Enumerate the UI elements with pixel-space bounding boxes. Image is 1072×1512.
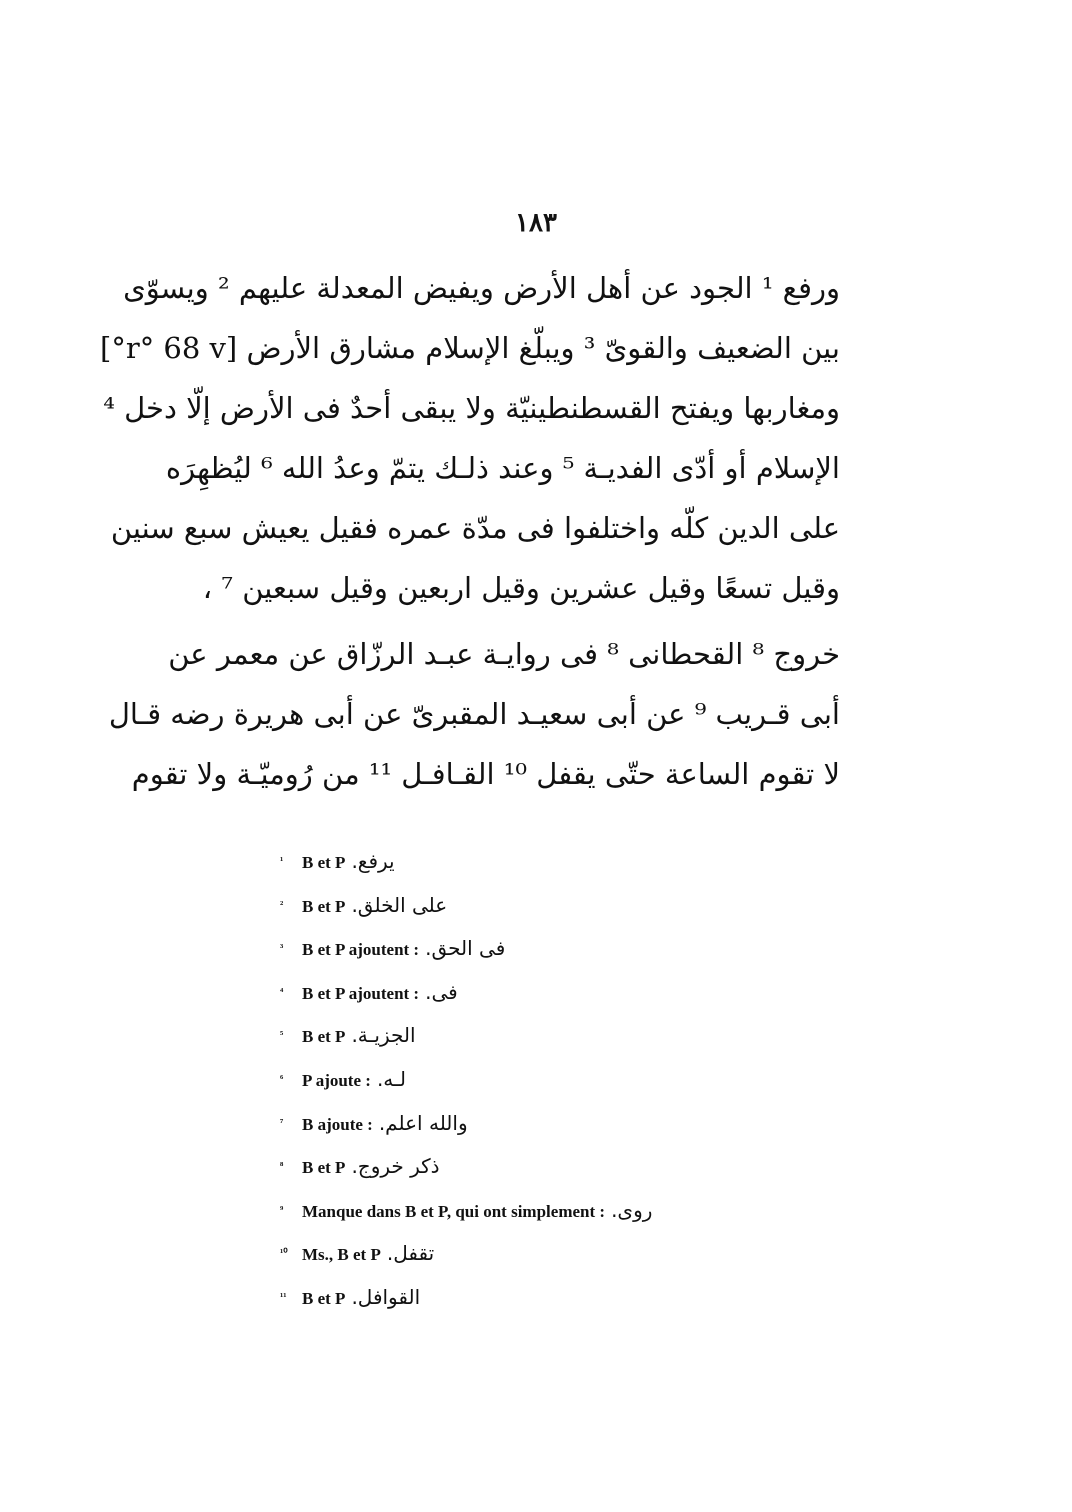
footnote-variant: على الخلق. <box>351 892 448 917</box>
footnote <box>280 1189 820 1233</box>
footnote-source: B ajoute : <box>302 1114 373 1134</box>
footnote-number: ⁶ <box>280 1072 284 1085</box>
text-line: ومغاربها ويفتح القسطنطينيّة ولا يبقى أحدٌ فى الأرض إلّا دخل ⁴ <box>103 391 840 425</box>
footnote-source: B et P <box>302 1158 346 1178</box>
footnote-number: ⁸ <box>280 1160 284 1173</box>
footnote-source: B et P <box>302 1288 346 1308</box>
footnote-variant: والله اعلم. <box>378 1110 468 1135</box>
text-line: بين الضعيف والقوىّ ³ ويبلّغ الإسلام مشارق الأرض [r° 68 v°] <box>100 331 840 365</box>
footnote-source: Ms., B et P <box>302 1245 381 1265</box>
footnote-source: B et P ajoutent : <box>302 983 420 1003</box>
footnote <box>280 1232 820 1276</box>
text-line: الإسلام أو أدّى الفديـة ⁵ وعند ذلـك يتمّ وعدُ الله ⁶ ليُظهِرَه <box>165 451 840 485</box>
footnote-number: ² <box>280 898 284 911</box>
footnote-number: ¹¹ <box>280 1290 287 1303</box>
footnote-number: ⁷ <box>280 1116 284 1129</box>
text-line: على الدين كلّه واختلفوا فى مدّة عمره فقيل يعيش سبع سنين <box>110 511 840 545</box>
footnotes <box>280 840 820 1320</box>
main-text-block <box>100 258 840 804</box>
text-line: ورفع ¹ الجود عن أهل الأرض ويفيض المعدلة عليهم ² ويسوّى <box>123 271 840 305</box>
footnote <box>280 1014 820 1058</box>
text-line: لا تقوم الساعة حتّى يقفل ¹⁰ القـافـل ¹¹ من رُوميّـة ولا تقوم <box>131 757 840 791</box>
footnote-number: ⁴ <box>280 985 284 998</box>
footnote <box>280 1145 820 1189</box>
footnote-variant: فى الحق. <box>425 936 506 961</box>
footnote-variant: تقفل. <box>386 1241 435 1266</box>
footnote <box>280 1102 820 1146</box>
footnote-source: Manque dans B et P, qui ont simplement : <box>302 1201 606 1221</box>
footnote-source: B et P ajoutent : <box>302 940 420 960</box>
footnote-number: ⁹ <box>280 1203 284 1216</box>
footnote-source: B et P <box>302 1027 346 1047</box>
footnote-variant: القوافل. <box>351 1284 421 1309</box>
footnote-variant: روى. <box>611 1197 653 1222</box>
footnote-variant: الجزيـة. <box>351 1023 416 1048</box>
footnote-source: B et P <box>302 853 346 872</box>
footnote-source: P ajoute : <box>302 1070 371 1090</box>
footnote-variant: يرفع. <box>351 849 395 873</box>
text-line: أبى قـريب ⁹ عن أبى سعيـد المقبرىّ عن أبى هريرة رضه قـال <box>108 697 840 731</box>
footnote <box>280 927 820 971</box>
page-number: ١٨٣ <box>515 208 557 238</box>
footnote-variant: لـه. <box>376 1066 406 1091</box>
footnote <box>280 971 820 1015</box>
footnote-variant: فى. <box>425 979 458 1004</box>
text-line: وقيل تسعًا وقيل عشرين وقيل اربعين وقيل سبعين ⁷ ، <box>202 571 840 605</box>
footnote-number: ³ <box>280 942 284 955</box>
text-line: خروج ⁸ القحطانى ⁸ فى روايـة عبـد الرزّاق عن معمر عن <box>168 637 840 671</box>
footnote-number: ¹ <box>280 855 284 867</box>
footnote-source: B et P <box>302 896 346 916</box>
footnote-variant: ذكر خروج. <box>351 1154 440 1179</box>
footnote <box>280 840 820 884</box>
footnote-number: ¹⁰ <box>280 1247 288 1260</box>
footnote <box>280 1276 820 1320</box>
footnote <box>280 884 820 928</box>
footnote-number: ⁵ <box>280 1029 284 1042</box>
footnote <box>280 1058 820 1102</box>
